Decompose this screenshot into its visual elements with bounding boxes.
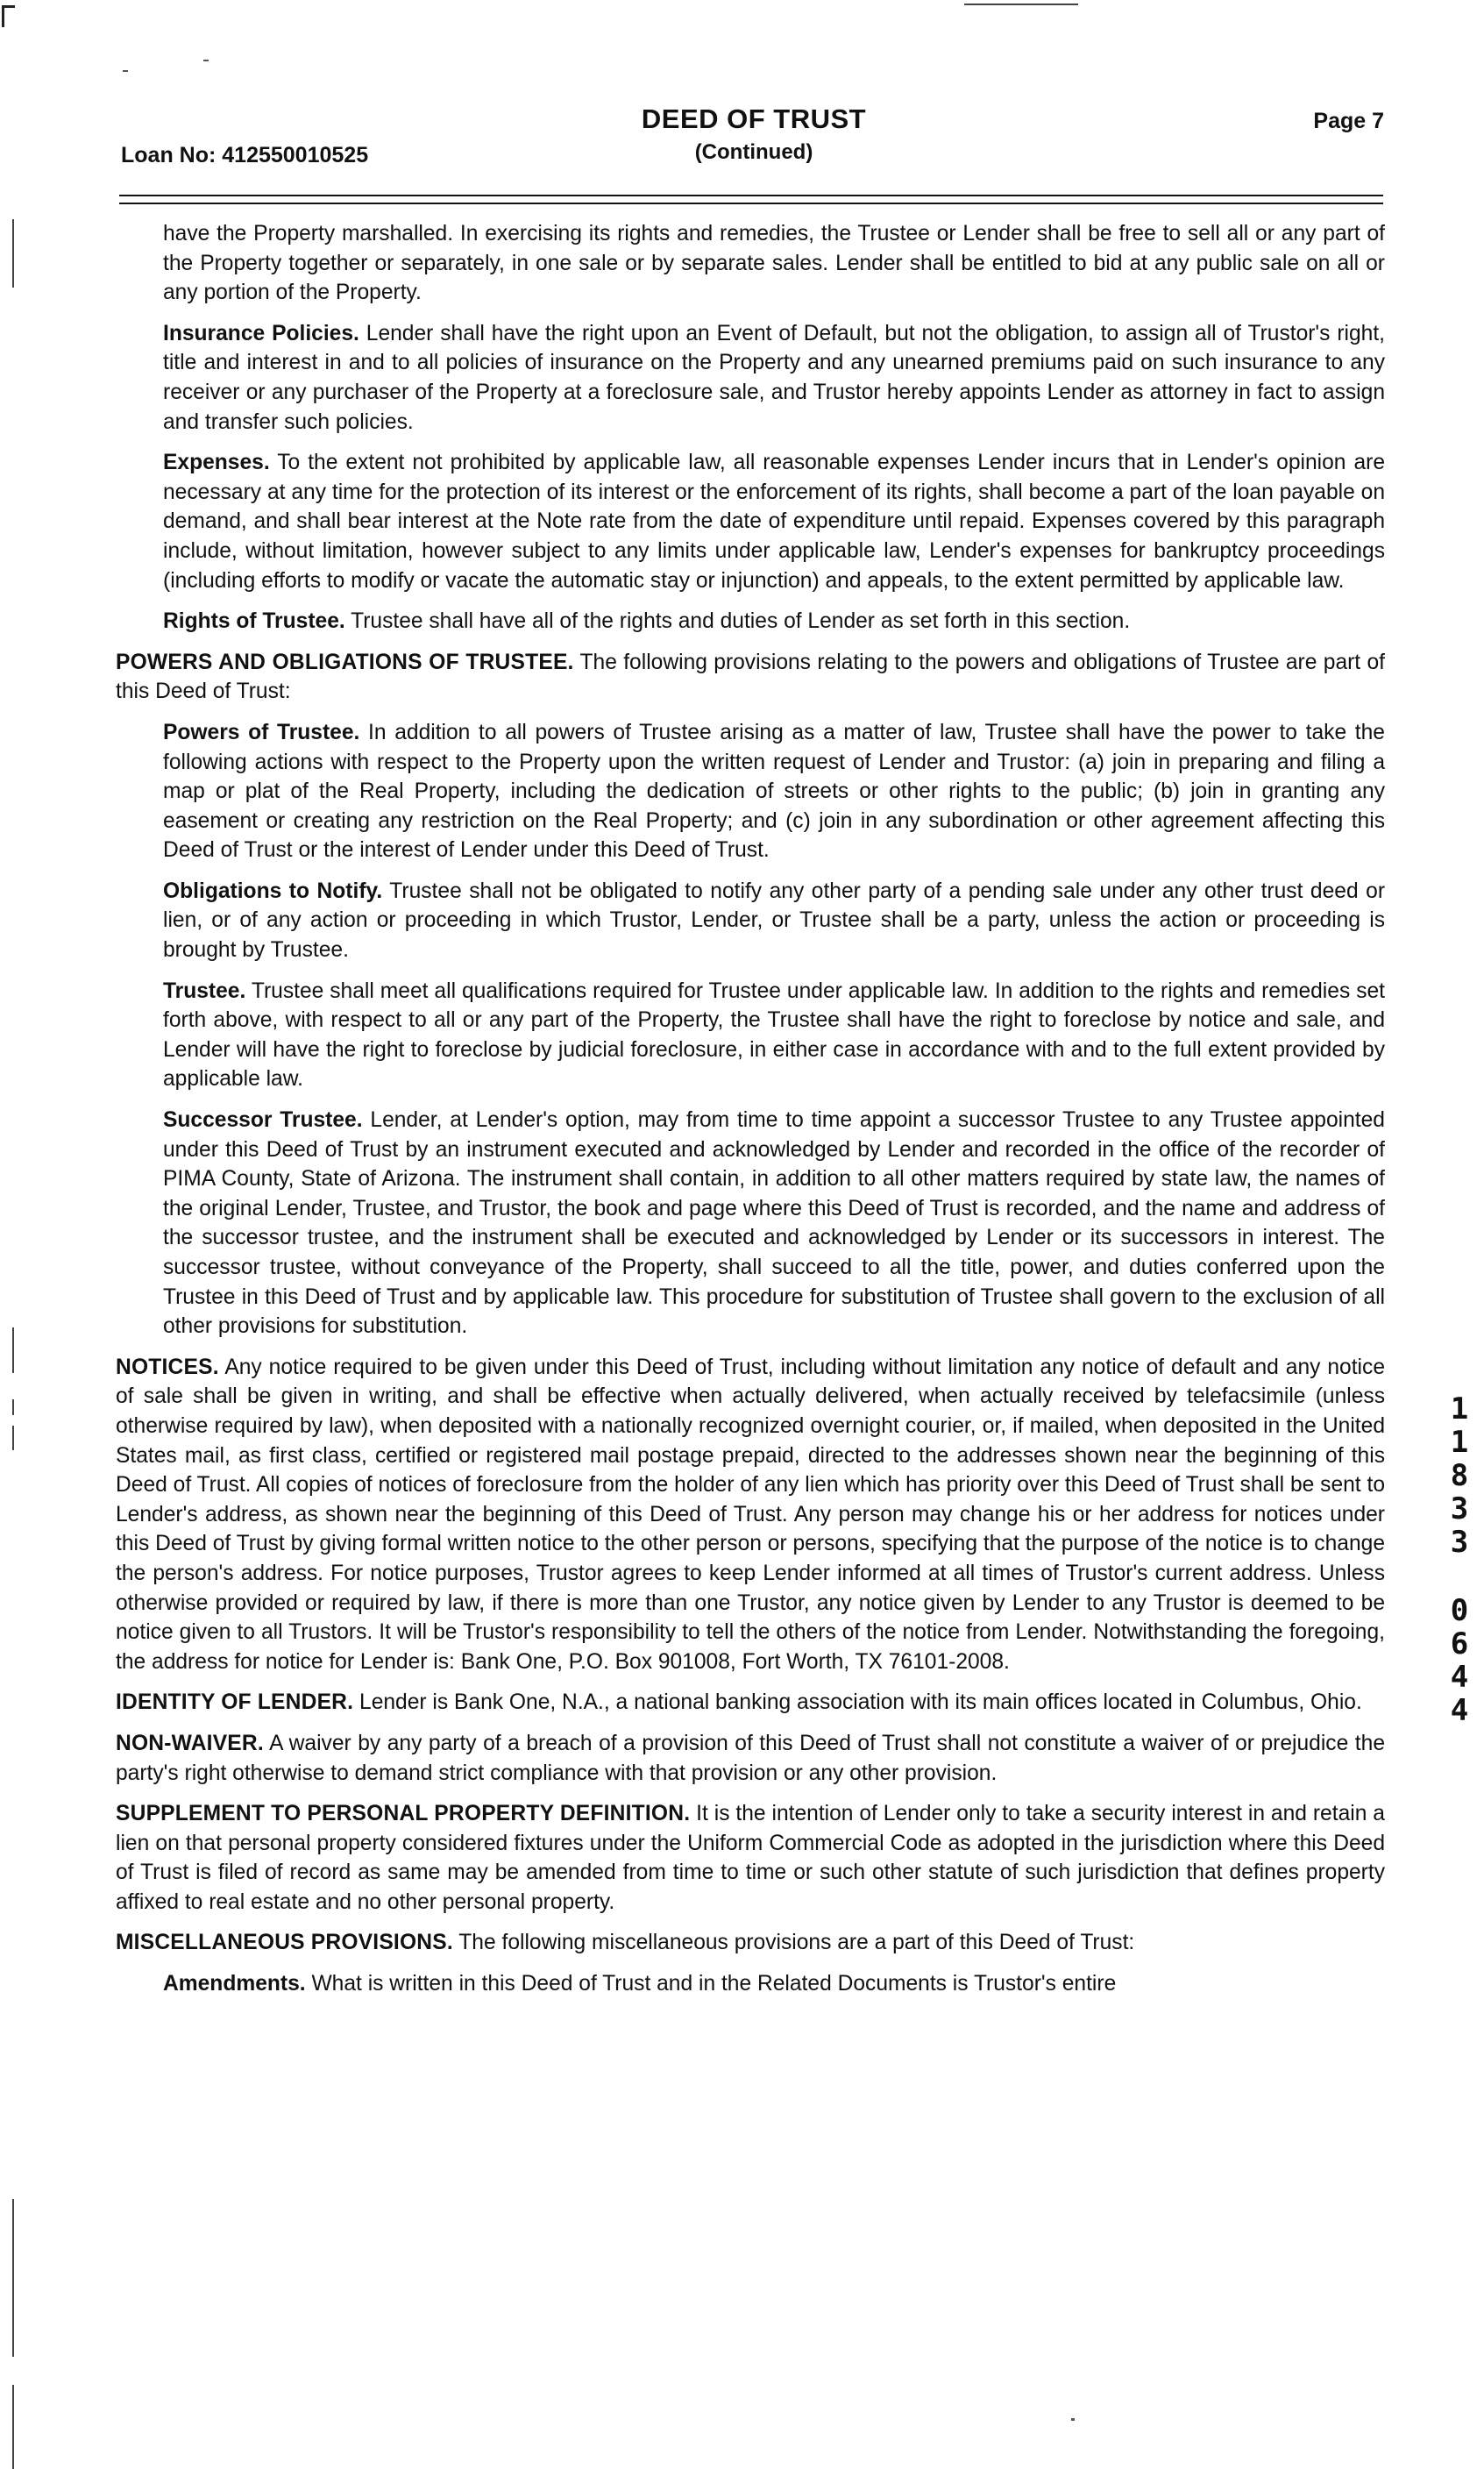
paragraph-heading: Obligations to Notify. [163, 879, 383, 903]
page-number: Page 7 [1313, 109, 1384, 133]
paragraph-heading: Trustee. [163, 978, 246, 1003]
stamp-digit: 0 [1450, 1593, 1469, 1628]
paragraph-text: It is the intention of Lender only to take a security interest in and retain a lien on that personal property considered fixtures under the Uniform Commercial Code as adopted in the jurisdiction where this Deed of Trust is filed of record as same may be amended from time to time or such other statute of such jurisdiction that defines property affixed to real estate and no other personal property. [116, 1802, 1385, 1914]
paragraph-marshalled [163, 219, 1385, 308]
scan-artifact-line [964, 4, 1078, 5]
document-subtitle: (Continued) [694, 140, 813, 164]
paragraph-insurance-policies [163, 319, 1385, 437]
scan-margin-bar [12, 1426, 14, 1450]
paragraph-text: The following provisions relating to the powers and obligations of Trustee are part of this Deed of Trust: [116, 650, 1386, 704]
paragraph-powers-of-trustee [163, 718, 1385, 865]
paragraph-heading: Rights of Trustee. [163, 609, 345, 634]
paragraph-text: A waiver by any party of a breach of a provision of this Deed of Trust shall not constitute a waiver of or prejudice the party's right otherwise to demand strict compliance with that provision or any other provision. [116, 1731, 1385, 1785]
document-body [116, 219, 1385, 2010]
scan-margin-bar [12, 1399, 14, 1415]
section-powers-and-obligations [116, 648, 1385, 707]
paragraph-text: have the Property marshalled. In exercising its rights and remedies, the Trustee or Lender shall be free to sell all or any part of the Property together or separately, in one sale or by separate sales. Lender shall be entitled to bid at any public sale on all or any portion of the Property. [163, 222, 1385, 305]
scan-margin-bar [12, 219, 14, 288]
paragraph-expenses [163, 448, 1385, 595]
paragraph-text: In addition to all powers of Trustee arising as a matter of law, Trustee shall have the power to take the following actions with respect to the Property upon the written request of Lender and Trustor: (a) join in preparing and filing a map or plat of the Real Property, including the dedication of streets or other rights to the public; (b) join in granting any easement or creating any restriction on the Real Property; and (c) join in any subordination or other agreement affecting this Deed of Trust or the interest of Lender under this Deed of Trust. [163, 720, 1385, 863]
paragraph-text: Lender shall have the right upon an Event of Default, but not the obligation, to assign all of Trustor's right, title and interest in and to all policies of insurance on the Property and any unearned premiums paid on such insurance to any receiver or any purchaser of the Property at a foreclosure sale, and Trustor hereby appoints Lender as attorney in fact to assign and transfer such policies. [163, 321, 1385, 434]
header-rule [119, 195, 1383, 196]
paragraph-heading: Successor Trustee. [163, 1108, 363, 1133]
paragraph-text: Trustee shall not be obligated to notify any other party of a pending sale under any other trust deed or lien, or of any action or proceeding in which Trustor, Lender, or Trustee shall be a party, unless the action or proceeding is brought by Trustee. [163, 879, 1386, 963]
section-heading: IDENTITY OF LENDER. [116, 1690, 354, 1715]
paragraph-amendments [163, 1969, 1385, 1999]
paragraph-heading: Expenses. [163, 451, 270, 475]
section-miscellaneous-provisions [116, 1928, 1385, 1958]
scan-margin-bar [12, 1327, 14, 1373]
document-title: DEED OF TRUST [641, 103, 867, 134]
scan-speck [123, 70, 128, 72]
stamp-digit: 1 [1450, 1425, 1469, 1460]
stamp-digit: 4 [1450, 1660, 1469, 1695]
stamp-digit: 1 [1450, 1391, 1469, 1427]
scan-speck [203, 60, 209, 61]
scan-margin-bar [12, 2385, 14, 2469]
stamp-digit: 3 [1450, 1491, 1469, 1526]
paragraph-rights-of-trustee [163, 607, 1385, 637]
paragraph-text: Trustee shall meet all qualifications required for Trustee under applicable law. In addition to the rights and remedies set forth above, with respect to all or any part of the Property, the Trustee shall have the right to foreclose by notice and sale, and Lender will have the right to foreclose by judicial foreclosure, in either case in accordance with and to the full extent provided by applicable law. [163, 978, 1385, 1092]
paragraph-trustee [163, 977, 1385, 1094]
section-supplement-personal-property [116, 1799, 1385, 1917]
stamp-digit: 8 [1450, 1458, 1469, 1493]
scan-margin-bar [12, 2199, 14, 2357]
paragraph-text: What is written in this Deed of Trust and in the Related Documents is Trustor's entire [311, 1972, 1117, 1996]
section-heading: POWERS AND OBLIGATIONS OF TRUSTEE. [116, 650, 574, 674]
paragraph-text: The following miscellaneous provisions are a part of this Deed of Trust: [458, 1931, 1135, 1955]
loan-number: Loan No: 412550010525 [121, 143, 369, 167]
stamp-gap [1446, 1559, 1473, 1594]
paragraph-text: To the extent not prohibited by applicable law, all reasonable expenses Lender incurs that in Lender's opinion are necessary at any time for the protection of its interest or the enforcement of its rights, shall become a part of the loan payable on demand, and shall bear interest at the Note rate from the date of expenditure until repaid. Expenses covered by this paragraph include, without limitation, however subject to any limits under applicable law, Lender's expenses for bankruptcy proceedings (including efforts to modify or vacate the automatic stay or injunction) and appeals, to the extent permitted by applicable law. [163, 451, 1386, 593]
section-heading: MISCELLANEOUS PROVISIONS. [116, 1931, 453, 1955]
stamp-digit: 4 [1450, 1693, 1469, 1728]
recorder-stamp [1446, 1392, 1473, 1727]
paragraph-text: Lender, at Lender's option, may from time to time appoint a successor Trustee to any Trustee appointed under this Deed of Trust by an instrument executed and acknowledged by Lender and recorded in the office of the recorder of PIMA County, State of Arizona. The instrument shall contain, in addition to all other matters required by state law, the names of the original Lender, Trustee, and Trustor, the book and page where this Deed of Trust is recorded, and the name and address of the successor trustee, and the instrument shall be executed and acknowledged by Lender or its successors in interest. The successor trustee, without conveyance of the Property, shall succeed to all the title, power, and duties conferred upon the Trustee in this Deed of Trust and by applicable law. This procedure for substitution of Trustee shall govern to the exclusion of all other provisions for substitution. [163, 1108, 1385, 1339]
section-heading: NOTICES. [116, 1355, 219, 1379]
paragraph-heading: Amendments. [163, 1972, 306, 1996]
header-rule [119, 203, 1383, 204]
paragraph-heading: Powers of Trustee. [163, 720, 360, 744]
paragraph-heading: Insurance Policies. [163, 321, 359, 345]
stamp-digit: 6 [1450, 1626, 1469, 1661]
paragraph-text: Trustee shall have all of the rights and duties of Lender as set forth in this section. [351, 609, 1131, 634]
section-notices [116, 1353, 1385, 1677]
paragraph-text: Lender is Bank One, N.A., a national banking association with its main offices located in Columbus, Ohio. [359, 1690, 1362, 1715]
section-identity-of-lender [116, 1688, 1385, 1718]
stamp-digit: 3 [1450, 1525, 1469, 1560]
scan-speck [1071, 2418, 1075, 2421]
scan-artifact-corner [2, 5, 15, 27]
paragraph-text: Any notice required to be given under this Deed of Trust, including without limitation any notice of default and any notice of sale shall be given in writing, and shall be effective when actually delivered, when actually received by telefacsimile (unless otherwise required by law), when deposited with a nationally recognized overnight courier, or, if mailed, when deposited in the United States mail, as first class, certified or registered mail postage prepaid, directed to the addresses shown near the beginning of this Deed of Trust. All copies of notices of foreclosure from the holder of any lien which has priority over this Deed of Trust shall be sent to Lender's address, as shown near the beginning of this Deed of Trust. Any person may change his or her address for notices under this Deed of Trust by giving formal written notice to the other person or persons, specifying that the purpose of the notice is to change the person's address. For notice purposes, Trustor agrees to keep Lender informed at all times of Trustor's current address. Unless otherwise provided or required by law, if there is more than one Trustor, any notice given by Lender to any Trustor is deemed to be notice given to all Trustors. It will be Trustor's responsibility to tell the others of the notice from Lender. Notwithstanding the foregoing, the address for notice for Lender is: Bank One, P.O. Box 901008, Fort Worth, TX 76101-2008. [116, 1355, 1385, 1674]
section-heading: NON-WAIVER. [116, 1731, 264, 1755]
section-non-waiver [116, 1729, 1385, 1788]
paragraph-obligations-to-notify [163, 877, 1385, 965]
section-heading: SUPPLEMENT TO PERSONAL PROPERTY DEFINITION. [116, 1802, 691, 1826]
paragraph-successor-trustee [163, 1106, 1385, 1341]
